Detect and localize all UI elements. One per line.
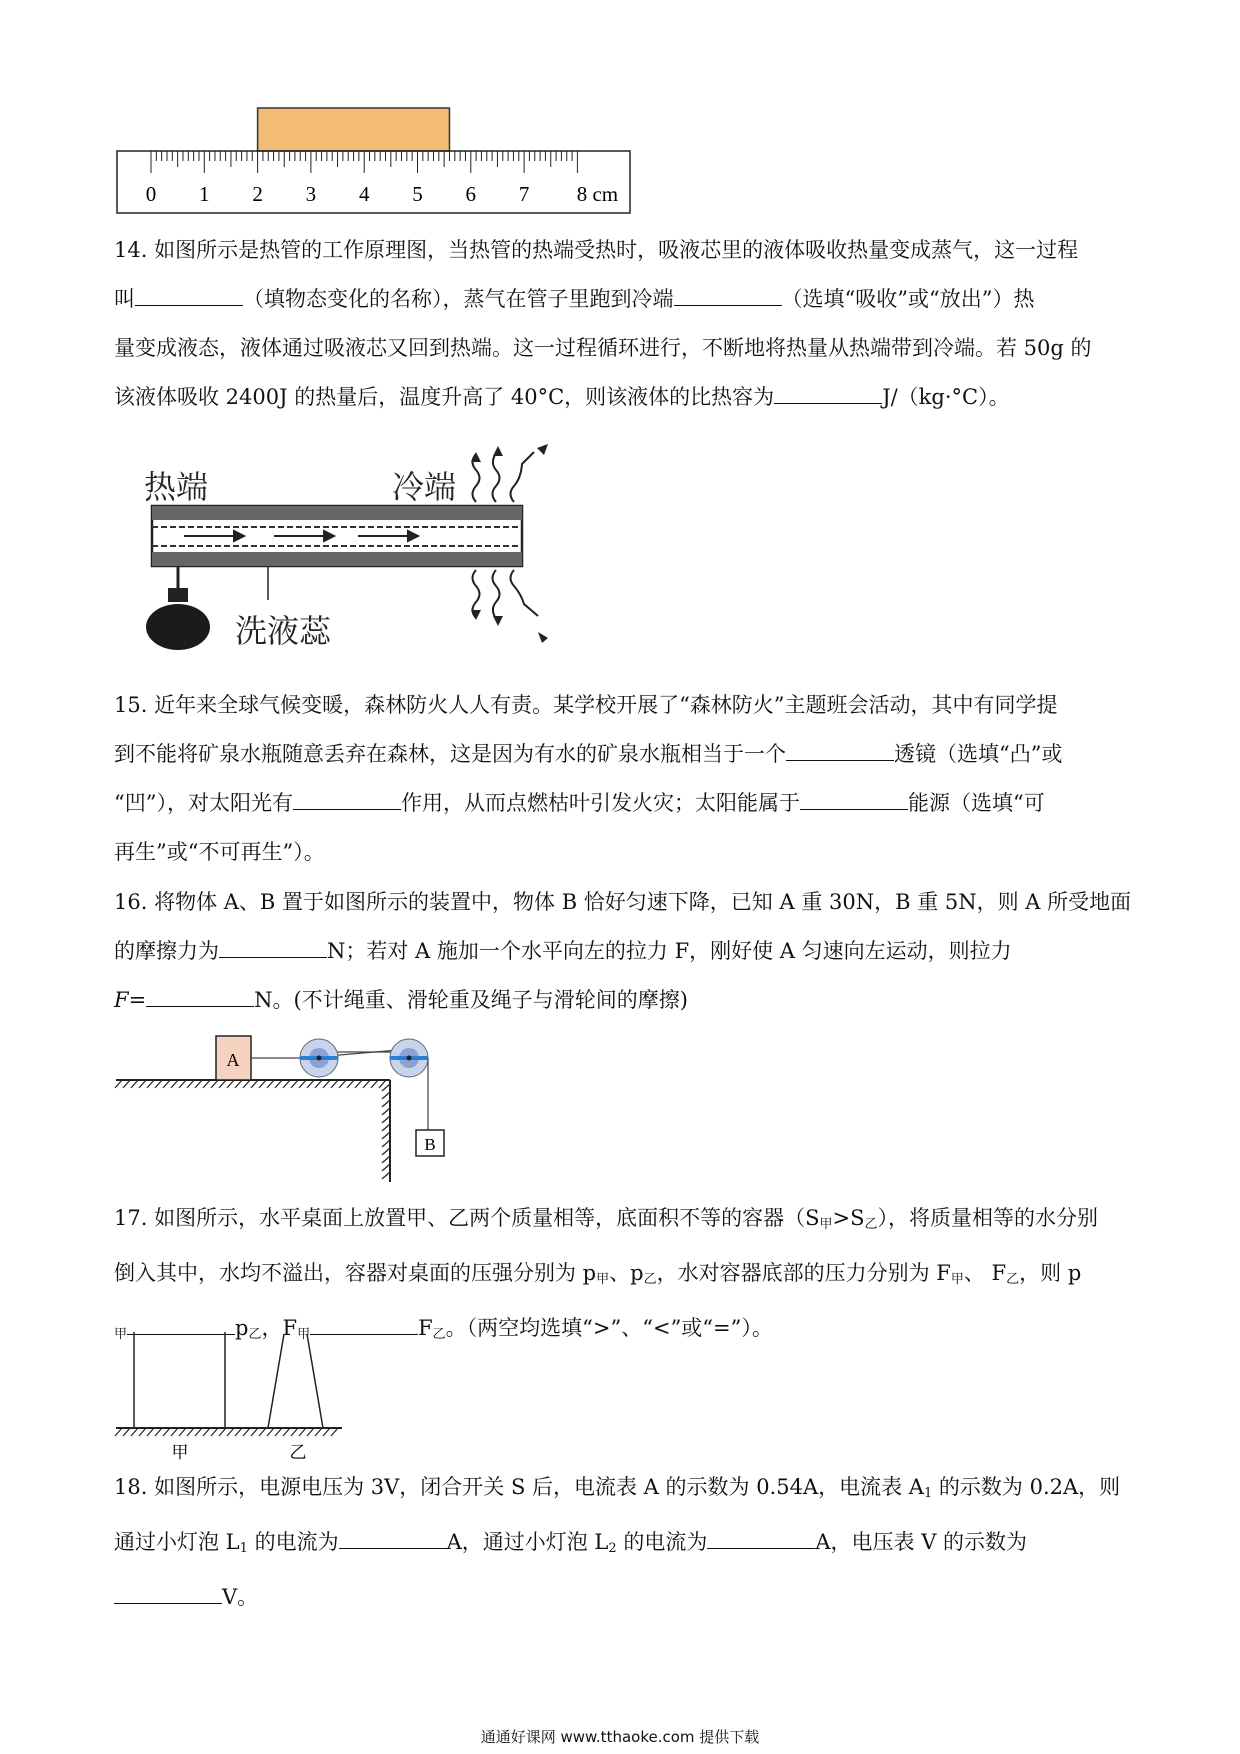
hatch-line bbox=[291, 1428, 298, 1436]
ruler-number: 4 bbox=[358, 182, 370, 206]
hot-end-label: 热端 bbox=[144, 468, 209, 506]
hatch-line bbox=[155, 1428, 162, 1436]
hatch-line bbox=[275, 1428, 282, 1436]
question-18 bbox=[114, 1463, 1134, 1622]
hatch-line bbox=[331, 1428, 338, 1436]
hatch-line bbox=[171, 1428, 178, 1436]
hatch-line bbox=[307, 1428, 314, 1436]
hatch-line bbox=[283, 1428, 290, 1436]
hatch-line bbox=[243, 1428, 250, 1436]
ruler-number: 1 bbox=[199, 182, 210, 206]
q14-line-1: 14. 如图所示是热管的工作原理图，当热管的热端受热时，吸液芯里的液体吸收热量变成蒸气，这一过程 bbox=[114, 238, 1079, 262]
container-yi bbox=[268, 1334, 323, 1428]
ruler-number: 3 bbox=[305, 182, 317, 206]
q14-line-3: 量变成液态，液体通过吸液芯又回到热端。这一过程循环进行，不断地将热量从热端带到冷端。若 50g 的 bbox=[114, 336, 1092, 360]
wick-label: 洗液蕊 bbox=[235, 612, 332, 650]
hatch-line bbox=[259, 1428, 266, 1436]
hatch-line bbox=[115, 1428, 122, 1436]
page-footer: 通通好课网 www.tthaoke.com 提供下载 bbox=[480, 1728, 760, 1746]
hatch-line bbox=[139, 1428, 146, 1436]
answer-blank[interactable] bbox=[707, 1530, 815, 1549]
hatch-line bbox=[179, 1428, 186, 1436]
ruler-number: 5 bbox=[412, 182, 423, 206]
block-a-label: A bbox=[226, 1050, 240, 1070]
hatch-line bbox=[147, 1428, 154, 1436]
hatch-line bbox=[251, 1428, 258, 1436]
ruler-number: 0 bbox=[145, 182, 157, 206]
hatch-line bbox=[187, 1428, 194, 1436]
hatch-line bbox=[267, 1428, 274, 1436]
answer-blank[interactable] bbox=[339, 1530, 447, 1549]
q15-line-2: 到不能将矿泉水瓶随意丢弃在森林，这是因为有水的矿泉水瓶相当于一个 透镜（选填“凸”或 bbox=[114, 742, 1063, 766]
q15-line-1: 15. 近年来全球气候变暖，森林防火人人有责。某学校开展了“森林防火”主题班会活动，其中有同学提 bbox=[114, 693, 1058, 717]
q17-line-1: 17. 如图所示，水平桌面上放置甲、乙两个质量相等，底面积不等的容器$(S_甲>S_乙)$，将质量相等的水分别 bbox=[114, 1206, 1098, 1232]
hatch-line bbox=[323, 1428, 330, 1436]
ruler-number: 2 bbox=[252, 182, 263, 206]
q14-line-2: 叫 （填物态变化的名称），蒸气在管子里跑到冷端 （选填“吸收”或“放出”）热 bbox=[114, 287, 1035, 311]
q18-line-1: 18. 如图所示，电源电压为 3V，闭合开关 S 后，电流表 A 的示数为 0.54A，电流表 $A_1$ 的示数为 0.2A，则 bbox=[114, 1475, 1121, 1501]
hatch-line bbox=[235, 1428, 242, 1436]
ruler-number: 7 bbox=[518, 182, 530, 206]
hatch-line bbox=[131, 1428, 138, 1436]
cold-end-label: 冷端 bbox=[392, 468, 457, 506]
q18-line-3: V。 bbox=[114, 1573, 1134, 1622]
hatch-line bbox=[211, 1428, 218, 1436]
hatch-line bbox=[195, 1428, 202, 1436]
q15-line-3: “凹”），对太阳光有 作用，从而点燃枯叶引发火灾；太阳能属于 能源（选填“可 bbox=[114, 791, 1045, 815]
q18-line-2: 通过小灯泡 $L_1$ 的电流为 A，通过小灯泡 $L_2$ 的电流为 A，电压表 V 的示数为 bbox=[114, 1530, 1028, 1556]
q16-line-3: F= N。(不计绳重、滑轮重及绳子与滑轮间的摩擦) bbox=[114, 988, 688, 1012]
hatch-line bbox=[163, 1428, 170, 1436]
q14-line-4: 该液体吸收 2400J 的热量后，温度升高了 40°C，则该液体的比热容为 J/（kg·°C）。 bbox=[114, 385, 1010, 409]
ruler-number: 6 bbox=[465, 182, 477, 206]
q16-line-1: 16. 将物体 A、B 置于如图所示的装置中，物体 B 恰好匀速下降，已知 A 重 30N，B 重 5N，则 A 所受地面 bbox=[114, 890, 1132, 914]
answer-blank[interactable] bbox=[114, 1585, 222, 1604]
label-yi: 乙 bbox=[289, 1443, 307, 1463]
hatch-line bbox=[203, 1428, 210, 1436]
hatch-line bbox=[315, 1428, 322, 1436]
label-jia: 甲 bbox=[171, 1443, 189, 1463]
hatch-line bbox=[219, 1428, 226, 1436]
q16-line-2: 的摩擦力为 N；若对 A 施加一个水平向左的拉力 F，刚好使 A 匀速向左运动，则拉力 bbox=[114, 939, 1012, 963]
q17-line-2: 倒入其中，水均不溢出，容器对桌面的压强分别为 $p_甲$、$p_乙$，水对容器底部的压力分别为 $F_甲$、 $F_乙$，则 p bbox=[114, 1261, 1082, 1287]
hatch-line bbox=[227, 1428, 234, 1436]
q15-line-4: 再生”或“不可再生”）。 bbox=[114, 840, 325, 864]
hatch-line bbox=[123, 1428, 130, 1436]
hatch-line bbox=[299, 1428, 306, 1436]
block-b-label: B bbox=[424, 1135, 436, 1154]
container-jia bbox=[134, 1332, 225, 1428]
ruler-number: 8 cm bbox=[576, 182, 619, 206]
q17-line-3: $_甲$ $p_乙$，$F_甲$ $F_乙$。（两空均选填“>”、“<”或“=”）。 bbox=[114, 1316, 773, 1342]
